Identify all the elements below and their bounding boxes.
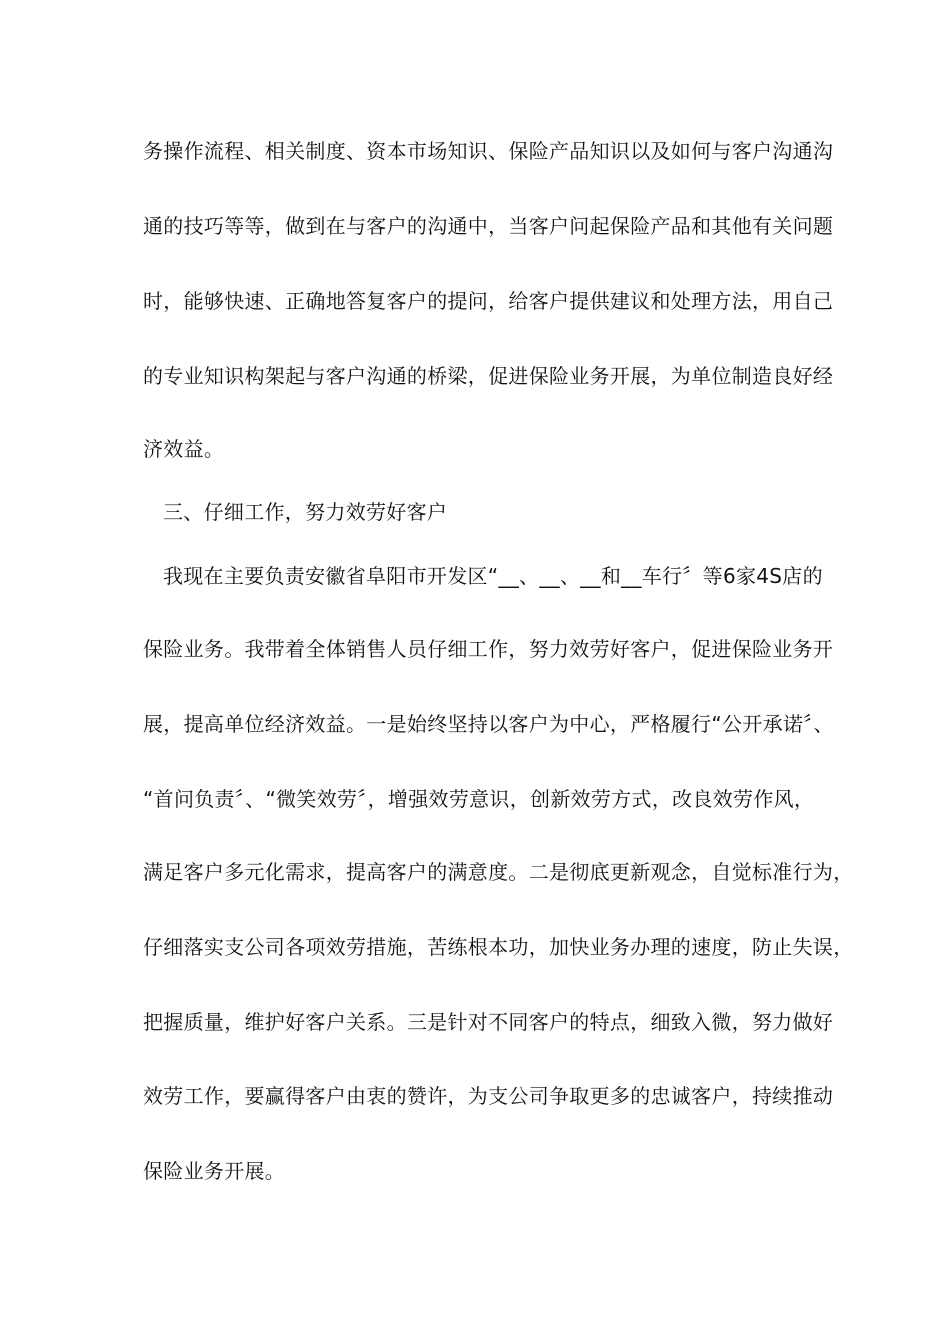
paragraph-line: 保险业务。我带着全体销售人员仔细工作，努力效劳好客户，促进保险业务开 <box>143 637 834 661</box>
paragraph-line: 保险业务开展。 <box>143 1159 286 1183</box>
paragraph-line: “首问负责〞、“微笑效劳〞，增强效劳意识，创新效劳方式，改良效劳作风， <box>143 787 815 811</box>
paragraph-line: 济效益。 <box>143 437 225 461</box>
paragraph-line: 效劳工作，要赢得客户由衷的赞许，为支公司争取更多的忠诚客户，持续推动 <box>143 1084 834 1108</box>
paragraph-line: 把握质量，维护好客户关系。三是针对不同客户的特点，细致入微，努力做好 <box>143 1010 834 1034</box>
paragraph-line: 务操作流程、相关制度、资本市场知识、保险产品知识以及如何与客户沟通沟 <box>143 139 834 163</box>
paragraph-line: 仔细落实支公司各项效劳措施，苦练根本功，加快业务办理的速度，防止失误， <box>143 935 854 959</box>
paragraph-line: 通的技巧等等，做到在与客户的沟通中，当客户问起保险产品和其他有关问题 <box>143 214 834 238</box>
section-heading: 三、仔细工作，努力效劳好客户 <box>163 500 448 524</box>
paragraph-line: 满足客户多元化需求，提高客户的满意度。二是彻底更新观念，自觉标准行为， <box>143 860 854 884</box>
paragraph-line: 展，提高单位经济效益。一是始终坚持以客户为中心，严格履行“公开承诺〞、 <box>143 712 834 736</box>
paragraph-line: 时，能够快速、正确地答复客户的提问，给客户提供建议和处理方法，用自己 <box>143 289 834 313</box>
paragraph-line: 我现在主要负责安徽省阜阳市开发区“__、__、__和__车行〞等6家4S店的 <box>163 564 823 588</box>
paragraph-line: 的专业知识构架起与客户沟通的桥梁，促进保险业务开展，为单位制造良好经 <box>143 364 834 388</box>
